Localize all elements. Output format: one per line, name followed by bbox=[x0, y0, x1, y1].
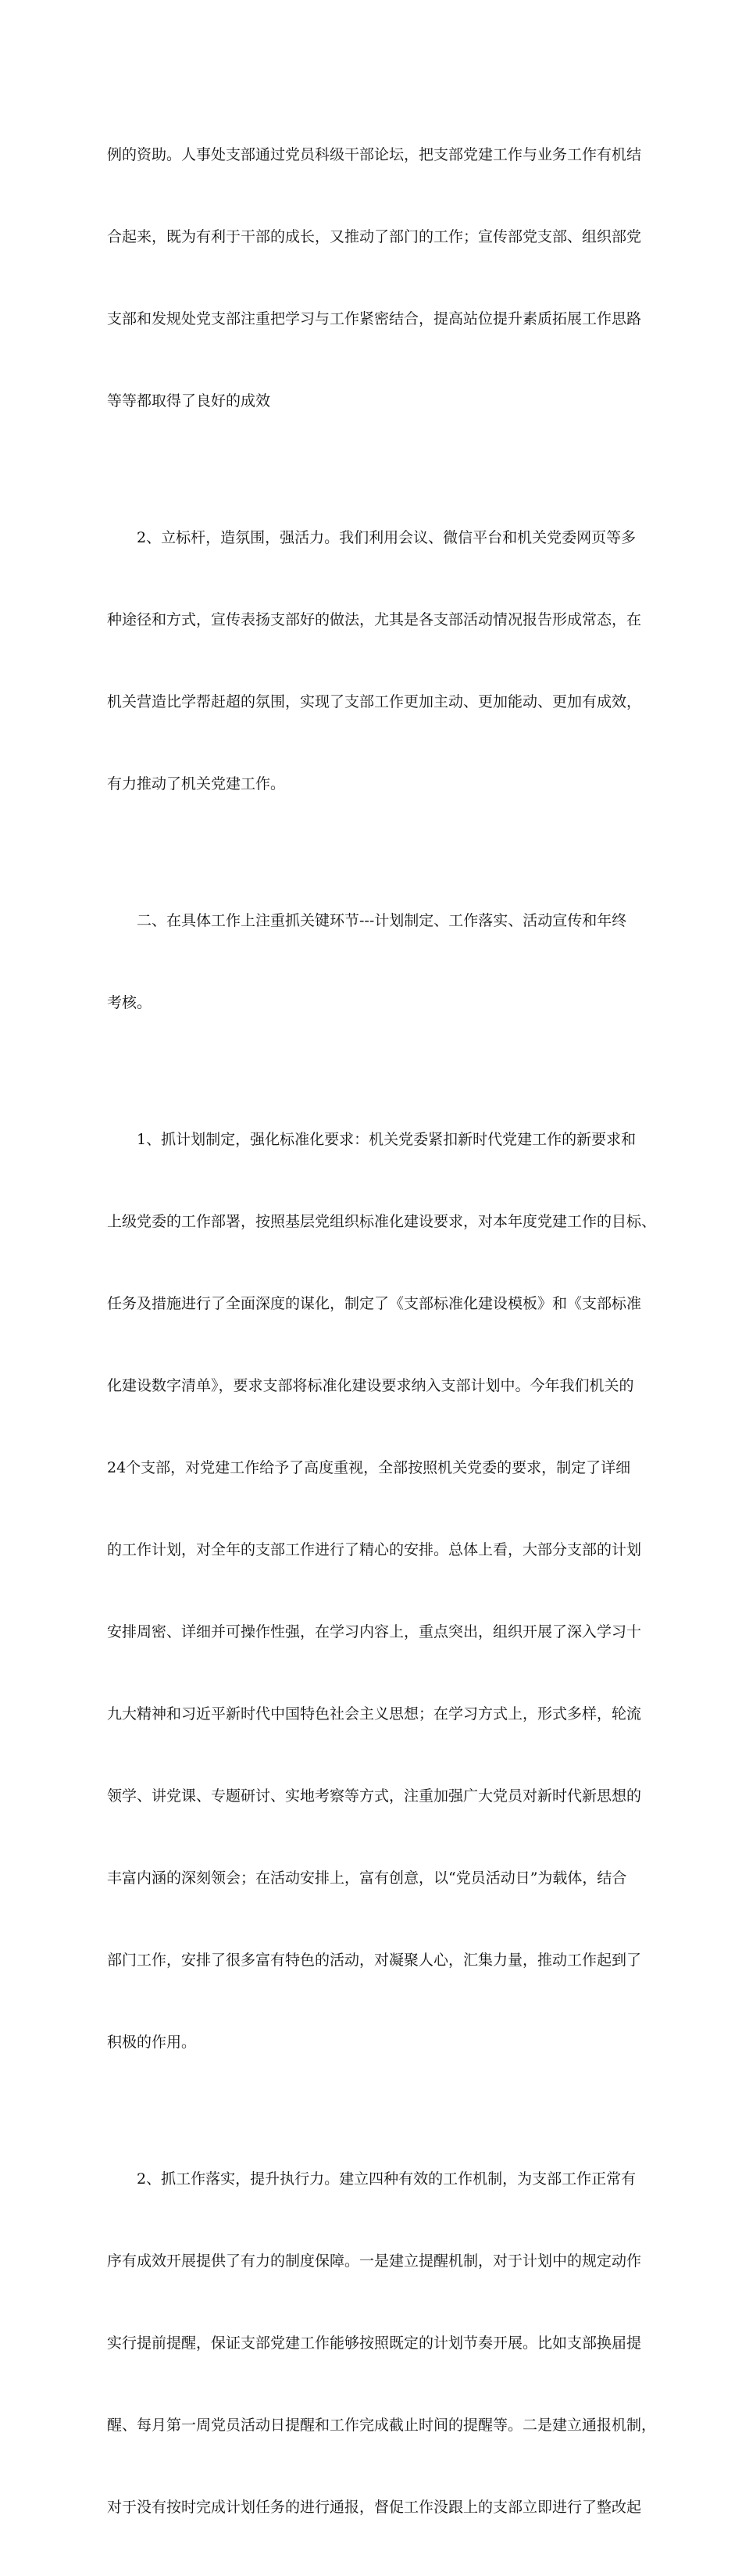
text-line: 安排周密、详细并可操作性强，在学习内容上，重点突出，组织开展了深入学习十 bbox=[107, 1623, 642, 1640]
text-line: 醒、每月第一周党员活动日提醒和工作完成截止时间的提醒等。二是建立通报机制， bbox=[107, 2417, 657, 2434]
text-line: 领学、讲党课、专题研讨、实地考察等方式，注重加强广大党员对新时代新思想的 bbox=[107, 1787, 642, 1805]
text-line: 24个支部，对党建工作给予了高度重视，全部按照机关党委的要求，制定了详细 bbox=[107, 1459, 631, 1476]
text-line: 合起来，既为有利于干部的成长，又推动了部门的工作；宣传部党支部、组织部党 bbox=[107, 228, 642, 245]
text-line: 序有成效开展提供了有力的制度保障。一是建立提醒机制，对于计划中的规定动作 bbox=[107, 2252, 642, 2270]
text-line: 2、立标杆，造氛围，强活力。我们利用会议、微信平台和机关党委网页等多 bbox=[137, 529, 637, 546]
text-line: 1、抓计划制定，强化标准化要求：机关党委紧扣新时代党建工作的新要求和 bbox=[137, 1131, 637, 1148]
text-line: 上级党委的工作部署，按照基层党组织标准化建设要求，对本年度党建工作的目标、 bbox=[107, 1213, 657, 1230]
text-line: 对于没有按时完成计划任务的进行通报，督促工作没跟上的支部立即进行了整改起 bbox=[107, 2499, 642, 2516]
section-heading-key-links bbox=[107, 853, 646, 1072]
text-line: 实行提前提醒，保证支部党建工作能够按照既定的计划节奏开展。比如支部换届提 bbox=[107, 2334, 642, 2352]
paragraph-set-benchmarks bbox=[107, 470, 646, 853]
text-line: 等等都取得了良好的成效 bbox=[107, 392, 271, 410]
text-line: 有力推动了机关党建工作。 bbox=[107, 775, 286, 792]
text-line: 化建设数字清单》，要求支部将标准化建设要求纳入支部计划中。今年我们机关的 bbox=[107, 1377, 634, 1394]
document-body bbox=[107, 87, 657, 2576]
text-line: 九大精神和习近平新时代中国特色社会主义思想；在学习方式上，形式多样，轮流 bbox=[107, 1705, 642, 1723]
text-line: 机关营造比学帮赶超的氛围，实现了支部工作更加主动、更加能动、更加有成效， bbox=[107, 693, 642, 710]
paragraph-implementation bbox=[107, 2111, 657, 2576]
text-line: 例的资助。人事处支部通过党员科级干部论坛，把支部党建工作与业务工作有机结 bbox=[107, 146, 642, 163]
text-line: 考核。 bbox=[107, 994, 152, 1011]
text-line: 种途径和方式，宣传表扬支部好的做法，尤其是各支部活动情况报告形成常态，在 bbox=[107, 611, 642, 628]
text-line: 丰富内涵的深刻领会；在活动安排上，富有创意，以“党员活动日”为载体，结合 bbox=[107, 1869, 627, 1887]
text-line: 积极的作用。 bbox=[107, 2034, 197, 2051]
text-line: 任务及措施进行了全面深度的谋化，制定了《支部标准化建设模板》和《支部标准 bbox=[107, 1295, 642, 1312]
text-line: 的工作计划，对全年的支部工作进行了精心的安排。总体上看，大部分支部的计划 bbox=[107, 1541, 642, 1558]
text-line: 支部和发规处党支部注重把学习与工作紧密结合，提高站位提升素质拓展工作思路 bbox=[107, 310, 642, 327]
text-line: 二、在具体工作上注重抓关键环节---计划制定、工作落实、活动宣传和年终 bbox=[137, 912, 627, 929]
text-line: 2、抓工作落实，提升执行力。建立四种有效的工作机制，为支部工作正常有 bbox=[137, 2170, 637, 2188]
paragraph-funding-summary bbox=[107, 87, 646, 470]
text-line: 部门工作，安排了很多富有特色的活动，对凝聚人心，汇集力量，推动工作起到了 bbox=[107, 1952, 642, 1969]
paragraph-plan-making bbox=[107, 1072, 657, 2111]
